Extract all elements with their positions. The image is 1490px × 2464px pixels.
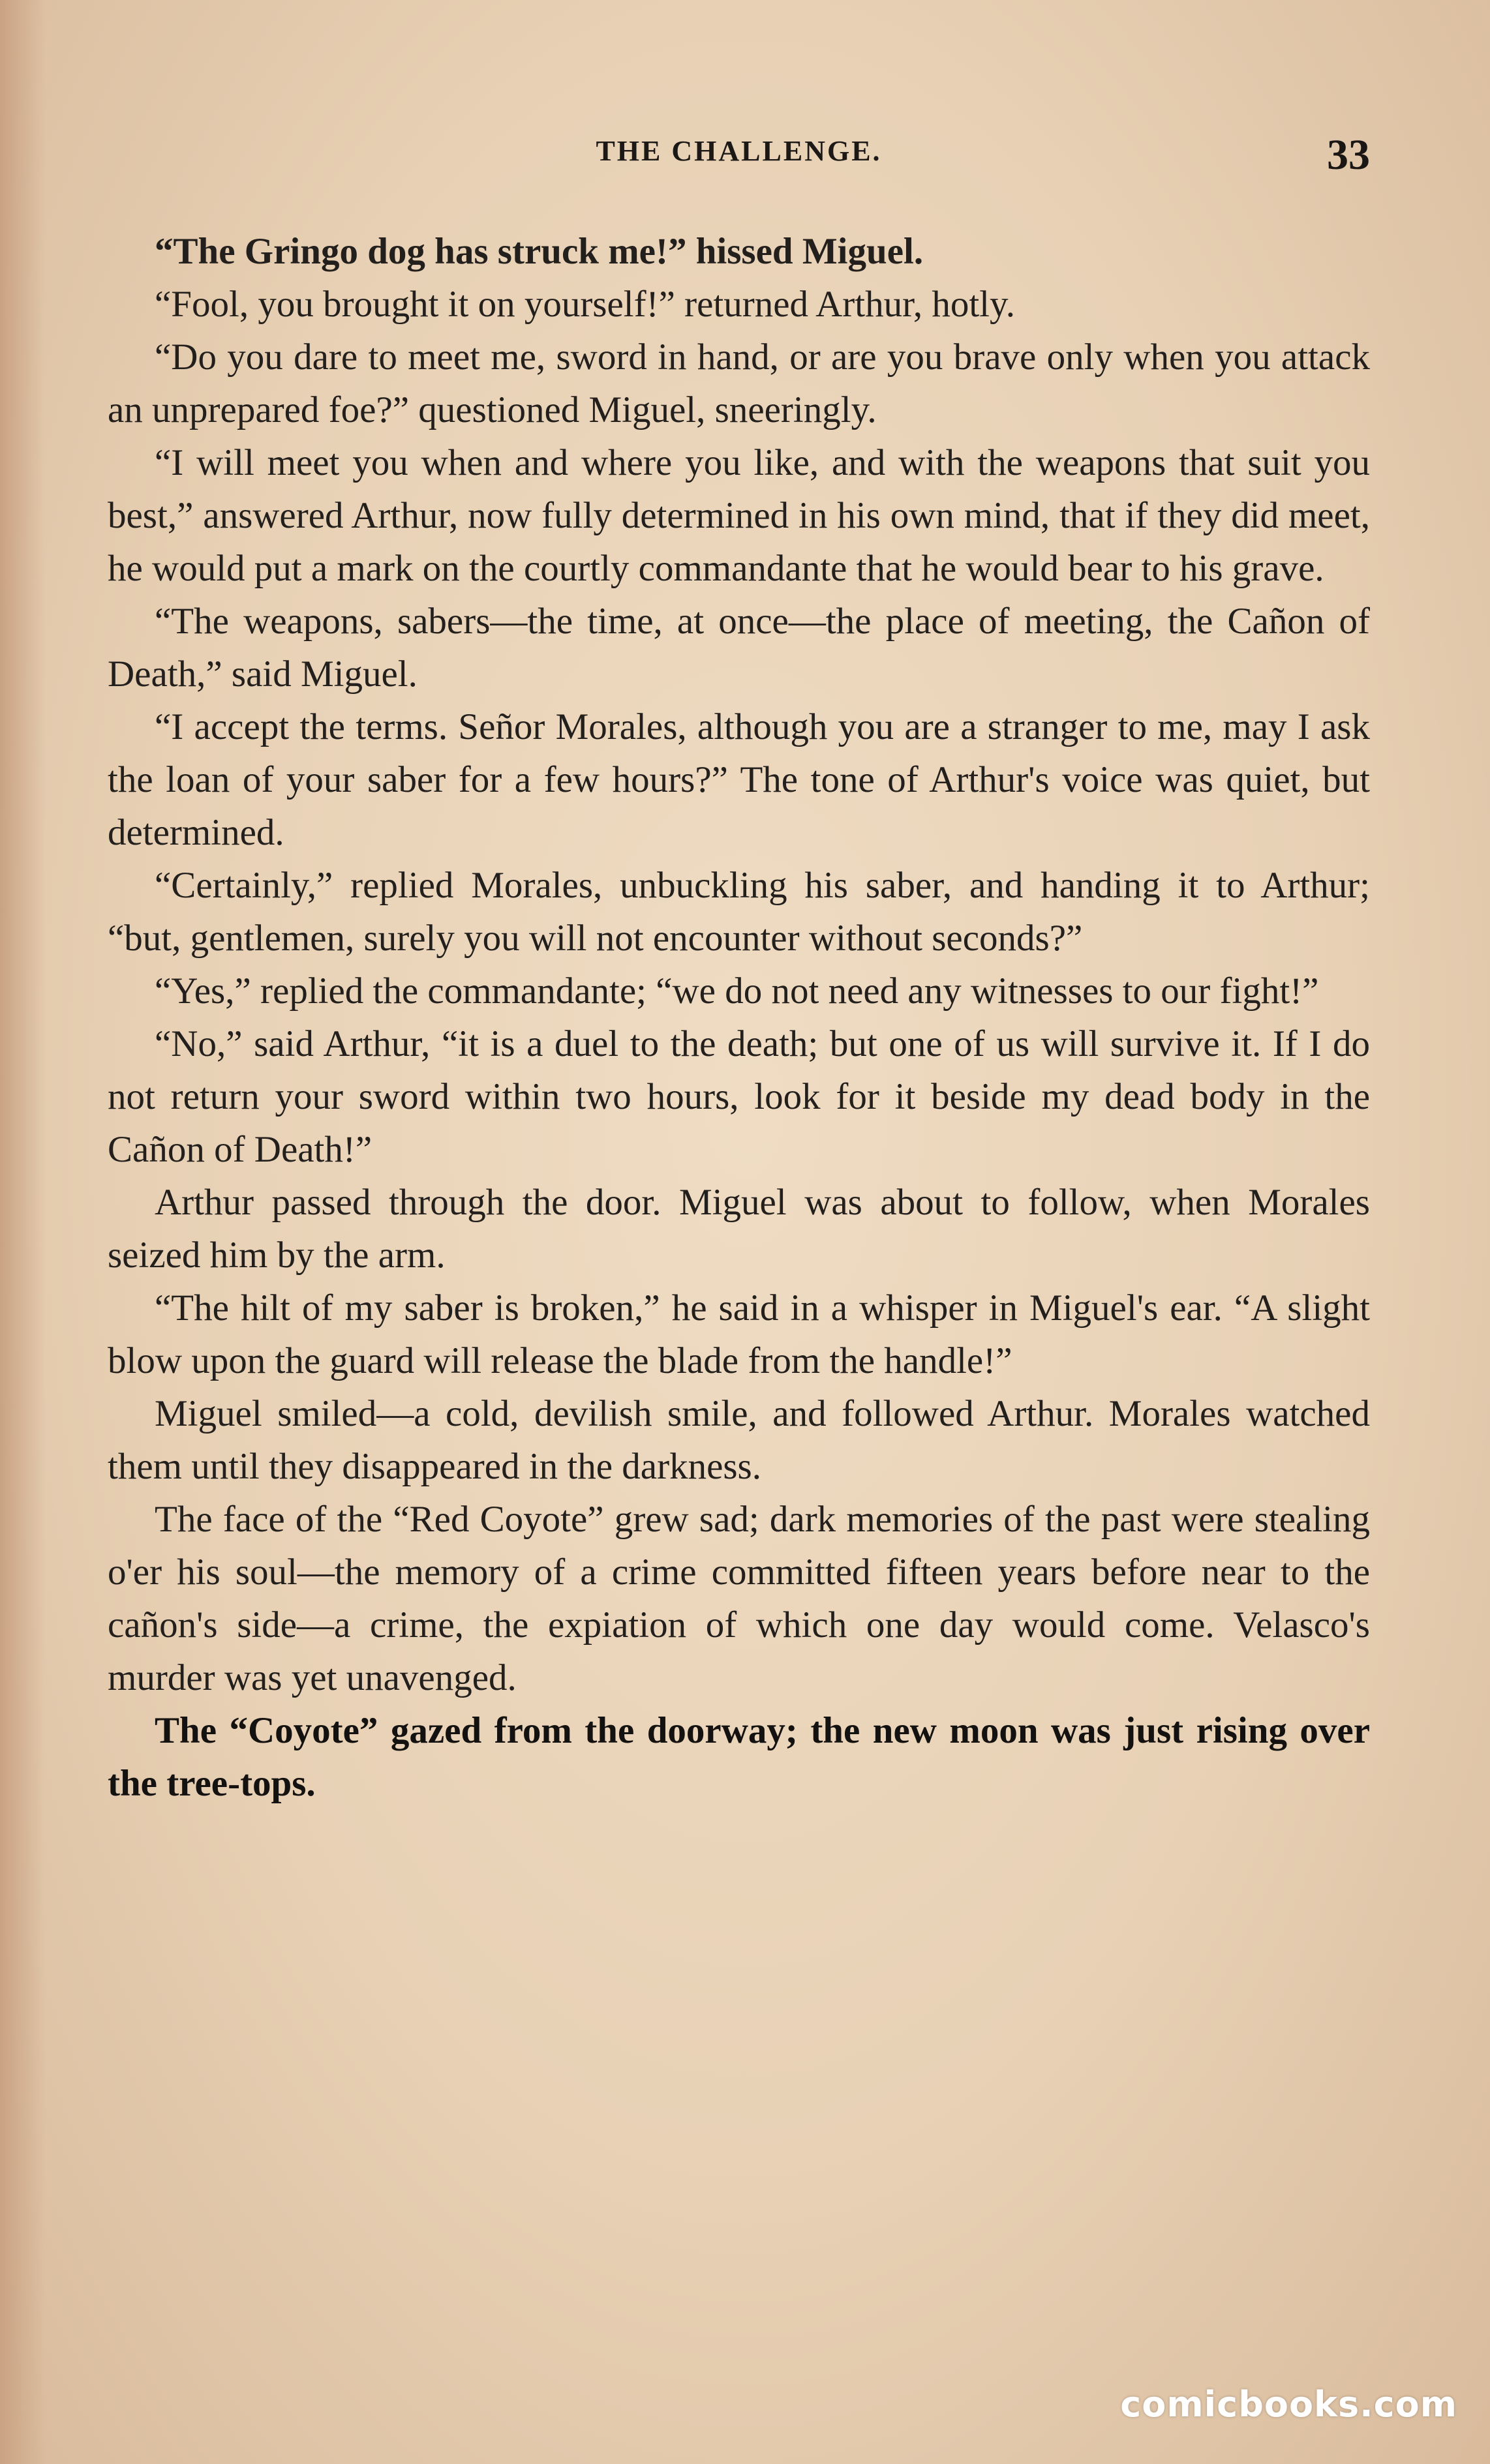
page-header bbox=[108, 130, 1370, 183]
page-edge-stain bbox=[0, 0, 46, 2464]
paragraph: “Fool, you brought it on yourself!” returned Arthur, hotly. bbox=[155, 284, 1016, 325]
paragraph: “Do you dare to meet me, sword in hand, or are you brave only when you attack an unprepared foe?” questioned Miguel, sneeringly. bbox=[108, 337, 1370, 430]
paragraph: “The Gringo dog has struck me!” hissed Miguel. bbox=[155, 231, 924, 272]
paragraph: “I will meet you when and where you like, and with the weapons that suit you best,” answered Arthur, now fully determined in his own mind, that if they did meet, he would put a mark on the courtly commandante that he would bear to his grave. bbox=[108, 442, 1370, 589]
paragraph: “I accept the terms. Señor Morales, although you are a stranger to me, may I ask the loan of your saber for a few hours?” The tone of Arthur's voice was quiet, but determined. bbox=[108, 706, 1370, 853]
paragraph: “The weapons, sabers—the time, at once—the place of meeting, the Cañon of Death,” said Miguel. bbox=[108, 601, 1370, 695]
paragraph: Miguel smiled—a cold, devilish smile, and followed Arthur. Morales watched them until they disappeared in the darkness. bbox=[108, 1393, 1370, 1487]
paragraph: “No,” said Arthur, “it is a duel to the death; but one of us will survive it. If I do not return your sword within two hours, look for it beside my dead body in the Cañon of Death!” bbox=[108, 1023, 1370, 1170]
site-watermark: comicbooks.com bbox=[1120, 2384, 1457, 2425]
paragraph: Arthur passed through the door. Miguel was about to follow, when Morales seized him by the arm. bbox=[108, 1182, 1370, 1276]
paragraph: The face of the “Red Coyote” grew sad; dark memories of the past were stealing o'er his soul—the memory of a crime committed fifteen years before near to the cañon's side—a crime, the expiation of which one day would come. Velasco's murder was yet unavenged. bbox=[108, 1499, 1370, 1698]
page-number: 33 bbox=[1327, 131, 1370, 179]
body-text bbox=[108, 225, 1370, 1810]
paragraph: “Yes,” replied the commandante; “we do not need any witnesses to our fight!” bbox=[155, 970, 1319, 1012]
paragraph: “The hilt of my saber is broken,” he said in a whisper in Miguel's ear. “A slight blow upon the guard will release the blade from the handle!” bbox=[108, 1287, 1370, 1381]
paragraph: “Certainly,” replied Morales, unbuckling his saber, and handing it to Arthur; “but, gentlemen, surely you will not encounter without seconds?” bbox=[108, 865, 1370, 959]
running-title: THE CHALLENGE. bbox=[596, 135, 882, 167]
paragraph: The “Coyote” gazed from the doorway; the new moon was just rising over the tree-tops. bbox=[108, 1710, 1370, 1804]
